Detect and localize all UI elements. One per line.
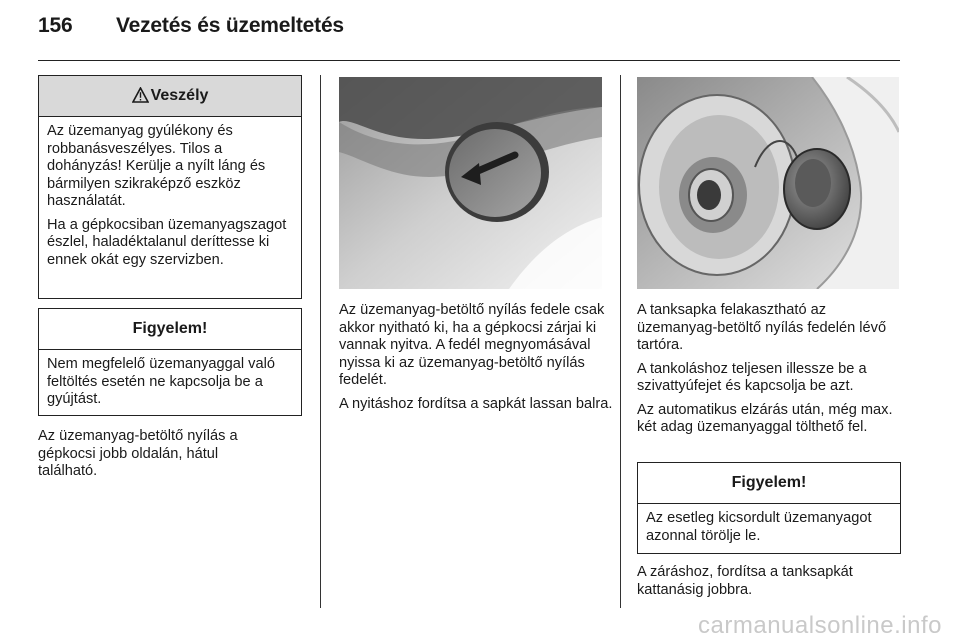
danger-paragraph: Ha a gépkocsiban üzemanyagszagot észlel, haladéktalanul deríttesse ki ennek okát egy szervizben. [47, 216, 287, 268]
fuel-flap-photo [339, 77, 602, 289]
body-paragraph: Az automatikus elzárás után, még max. két adag üzemanyaggal tölthető fel. [637, 401, 893, 435]
notice-box [38, 308, 302, 416]
notice-text: Az esetleg kicsordult üzemanyagot azonnal törölje le. [646, 510, 872, 544]
body-paragraph: Az üzemanyag-betöltő nyílás a gépkocsi jobb oldalán, hátul található. [38, 428, 238, 479]
danger-box-header [39, 76, 301, 117]
header-rule [38, 60, 900, 61]
body-paragraph: A záráshoz, fordítsa a tanksapkát kattanásig jobbra. [637, 564, 853, 598]
page-header [38, 14, 344, 38]
body-paragraph: A tankoláshoz teljesen illessze be a szivattyúfejet és kapcsolja be azt. [637, 360, 867, 394]
danger-box [38, 75, 302, 299]
watermark: carmanualsonline.info [698, 612, 942, 639]
body-text [339, 302, 614, 419]
body-paragraph: A tanksapka felakasztható az üzemanyag-betöltő nyílás fedelén lévő tartóra. [637, 302, 887, 353]
body-text [38, 428, 278, 487]
notice-text: Nem megfelelő üzemanyaggal való feltöltés esetén ne kapcsolja be a gyújtást. [47, 356, 275, 407]
page-number: 156 [38, 14, 73, 37]
notice-box-header: Figyelem! [39, 309, 301, 350]
danger-paragraph: Az üzemanyag gyúlékony és robbanásveszélyes. Tilos a dohányzás! Kerülje a nyílt láng és bármilyen szikraképző eszköz használatát. [47, 123, 266, 209]
notice-box [637, 462, 901, 554]
page-title: Vezetés és üzemeltetés [116, 14, 344, 37]
column-separator [320, 75, 321, 608]
column-separator [620, 75, 621, 608]
notice-box-header: Figyelem! [638, 463, 900, 504]
body-paragraph: Az üzemanyag-betöltő nyílás fedele csak akkor nyitható ki, ha a gépkocsi zárjai ki vannak nyitva. A fedél megnyomásával nyissa ki az üzemanyag-betöltő nyílás fedelét. [339, 302, 605, 388]
danger-box-title: Veszély [150, 87, 209, 104]
body-text [637, 564, 897, 605]
warning-triangle-icon [132, 79, 149, 119]
fuel-cap-photo [637, 77, 899, 289]
body-text [637, 302, 907, 443]
body-paragraph: A nyitáshoz fordítsa a sapkát lassan balra. [339, 395, 613, 412]
